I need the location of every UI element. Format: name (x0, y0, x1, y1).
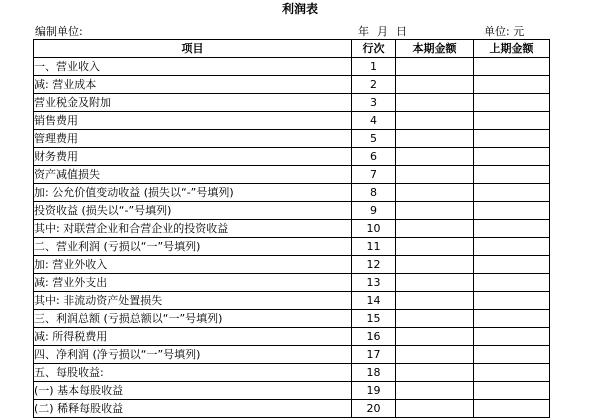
current-amount-cell[interactable] (396, 400, 474, 418)
prior-amount-cell[interactable] (474, 94, 550, 112)
row-line-number: 5 (352, 130, 396, 148)
prior-amount-cell[interactable] (474, 112, 550, 130)
row-item-label: 四、净利润 (净亏损以“一”号填列) (34, 346, 352, 364)
row-line-number: 2 (352, 76, 396, 94)
current-amount-cell[interactable] (396, 220, 474, 238)
prior-amount-cell[interactable] (474, 382, 550, 400)
row-line-number: 12 (352, 256, 396, 274)
table-row (34, 238, 550, 256)
table-row (34, 310, 550, 328)
prior-amount-cell[interactable] (474, 256, 550, 274)
currency-unit: 单位: 元 (484, 25, 525, 38)
row-line-number: 20 (352, 400, 396, 418)
prior-amount-cell[interactable] (474, 328, 550, 346)
row-line-number: 18 (352, 364, 396, 382)
report-title: 利润表 (281, 2, 318, 16)
reporting-unit-label: 编制单位: (35, 25, 83, 38)
row-item-label: (二) 稀释每股收益 (34, 400, 352, 418)
table-row (34, 382, 550, 400)
prior-amount-cell[interactable] (474, 310, 550, 328)
row-line-number: 14 (352, 292, 396, 310)
prior-amount-cell[interactable] (474, 202, 550, 220)
current-amount-cell[interactable] (396, 364, 474, 382)
date-day: 日 (396, 25, 407, 38)
table-row (34, 58, 550, 76)
row-line-number: 3 (352, 94, 396, 112)
row-item-label: 加: 营业外收入 (34, 256, 352, 274)
header-item: 项目 (34, 40, 352, 58)
report-date (358, 25, 407, 39)
row-line-number: 13 (352, 274, 396, 292)
row-line-number: 1 (352, 58, 396, 76)
table-row (34, 292, 550, 310)
current-amount-cell[interactable] (396, 76, 474, 94)
prior-amount-cell[interactable] (474, 58, 550, 76)
table-row (34, 112, 550, 130)
row-item-label: 减: 所得税费用 (34, 328, 352, 346)
row-item-label: 管理费用 (34, 130, 352, 148)
row-item-label: 营业税金及附加 (34, 94, 352, 112)
row-item-label: 减: 营业成本 (34, 76, 352, 94)
row-line-number: 16 (352, 328, 396, 346)
current-amount-cell[interactable] (396, 328, 474, 346)
row-line-number: 9 (352, 202, 396, 220)
current-amount-cell[interactable] (396, 382, 474, 400)
current-amount-cell[interactable] (396, 94, 474, 112)
row-item-label: 加: 公允价值变动收益 (损失以“-”号填列) (34, 184, 352, 202)
table-row (34, 130, 550, 148)
header-current-amount: 本期金额 (396, 40, 474, 58)
row-line-number: 11 (352, 238, 396, 256)
row-item-label: (一) 基本每股收益 (34, 382, 352, 400)
current-amount-cell[interactable] (396, 310, 474, 328)
row-item-label: 二、营业利润 (亏损以“一”号填列) (34, 238, 352, 256)
table-row (34, 166, 550, 184)
table-row (34, 364, 550, 382)
row-line-number: 17 (352, 346, 396, 364)
current-amount-cell[interactable] (396, 202, 474, 220)
prior-amount-cell[interactable] (474, 184, 550, 202)
row-line-number: 19 (352, 382, 396, 400)
row-line-number: 6 (352, 148, 396, 166)
table-row (34, 274, 550, 292)
table-row (34, 328, 550, 346)
current-amount-cell[interactable] (396, 346, 474, 364)
row-item-label: 其中: 对联营企业和合营企业的投资收益 (34, 220, 352, 238)
current-amount-cell[interactable] (396, 256, 474, 274)
date-month: 月 (377, 25, 388, 38)
row-line-number: 8 (352, 184, 396, 202)
header-prior-amount: 上期金额 (474, 40, 550, 58)
prior-amount-cell[interactable] (474, 130, 550, 148)
header-line-no: 行次 (352, 40, 396, 58)
prior-amount-cell[interactable] (474, 400, 550, 418)
prior-amount-cell[interactable] (474, 76, 550, 94)
current-amount-cell[interactable] (396, 292, 474, 310)
table-row (34, 256, 550, 274)
current-amount-cell[interactable] (396, 184, 474, 202)
table-row (34, 148, 550, 166)
date-year: 年 (358, 25, 369, 38)
current-amount-cell[interactable] (396, 112, 474, 130)
prior-amount-cell[interactable] (474, 148, 550, 166)
row-item-label: 其中: 非流动资产处置损失 (34, 292, 352, 310)
table-row (34, 346, 550, 364)
row-item-label: 投资收益 (损失以“-”号填列) (34, 202, 352, 220)
row-item-label: 减: 营业外支出 (34, 274, 352, 292)
row-item-label: 三、利润总额 (亏损总额以“一”号填列) (34, 310, 352, 328)
table-row (34, 76, 550, 94)
current-amount-cell[interactable] (396, 130, 474, 148)
row-line-number: 10 (352, 220, 396, 238)
current-amount-cell[interactable] (396, 148, 474, 166)
row-item-label: 财务费用 (34, 148, 352, 166)
row-item-label: 一、营业收入 (34, 58, 352, 76)
row-item-label: 资产减值损失 (34, 166, 352, 184)
prior-amount-cell[interactable] (474, 364, 550, 382)
row-item-label: 五、每股收益: (34, 364, 352, 382)
row-item-label: 销售费用 (34, 112, 352, 130)
row-line-number: 15 (352, 310, 396, 328)
row-line-number: 7 (352, 166, 396, 184)
row-line-number: 4 (352, 112, 396, 130)
current-amount-cell[interactable] (396, 58, 474, 76)
prior-amount-cell[interactable] (474, 166, 550, 184)
table-row (34, 400, 550, 418)
table-row (34, 220, 550, 238)
prior-amount-cell[interactable] (474, 292, 550, 310)
prior-amount-cell[interactable] (474, 220, 550, 238)
prior-amount-cell[interactable] (474, 346, 550, 364)
prior-amount-cell[interactable] (474, 274, 550, 292)
income-statement-table (33, 39, 550, 418)
table-row (34, 202, 550, 220)
table-row (34, 94, 550, 112)
prior-amount-cell[interactable] (474, 238, 550, 256)
table-header-row (34, 40, 550, 58)
current-amount-cell[interactable] (396, 274, 474, 292)
current-amount-cell[interactable] (396, 166, 474, 184)
table-row (34, 184, 550, 202)
current-amount-cell[interactable] (396, 238, 474, 256)
